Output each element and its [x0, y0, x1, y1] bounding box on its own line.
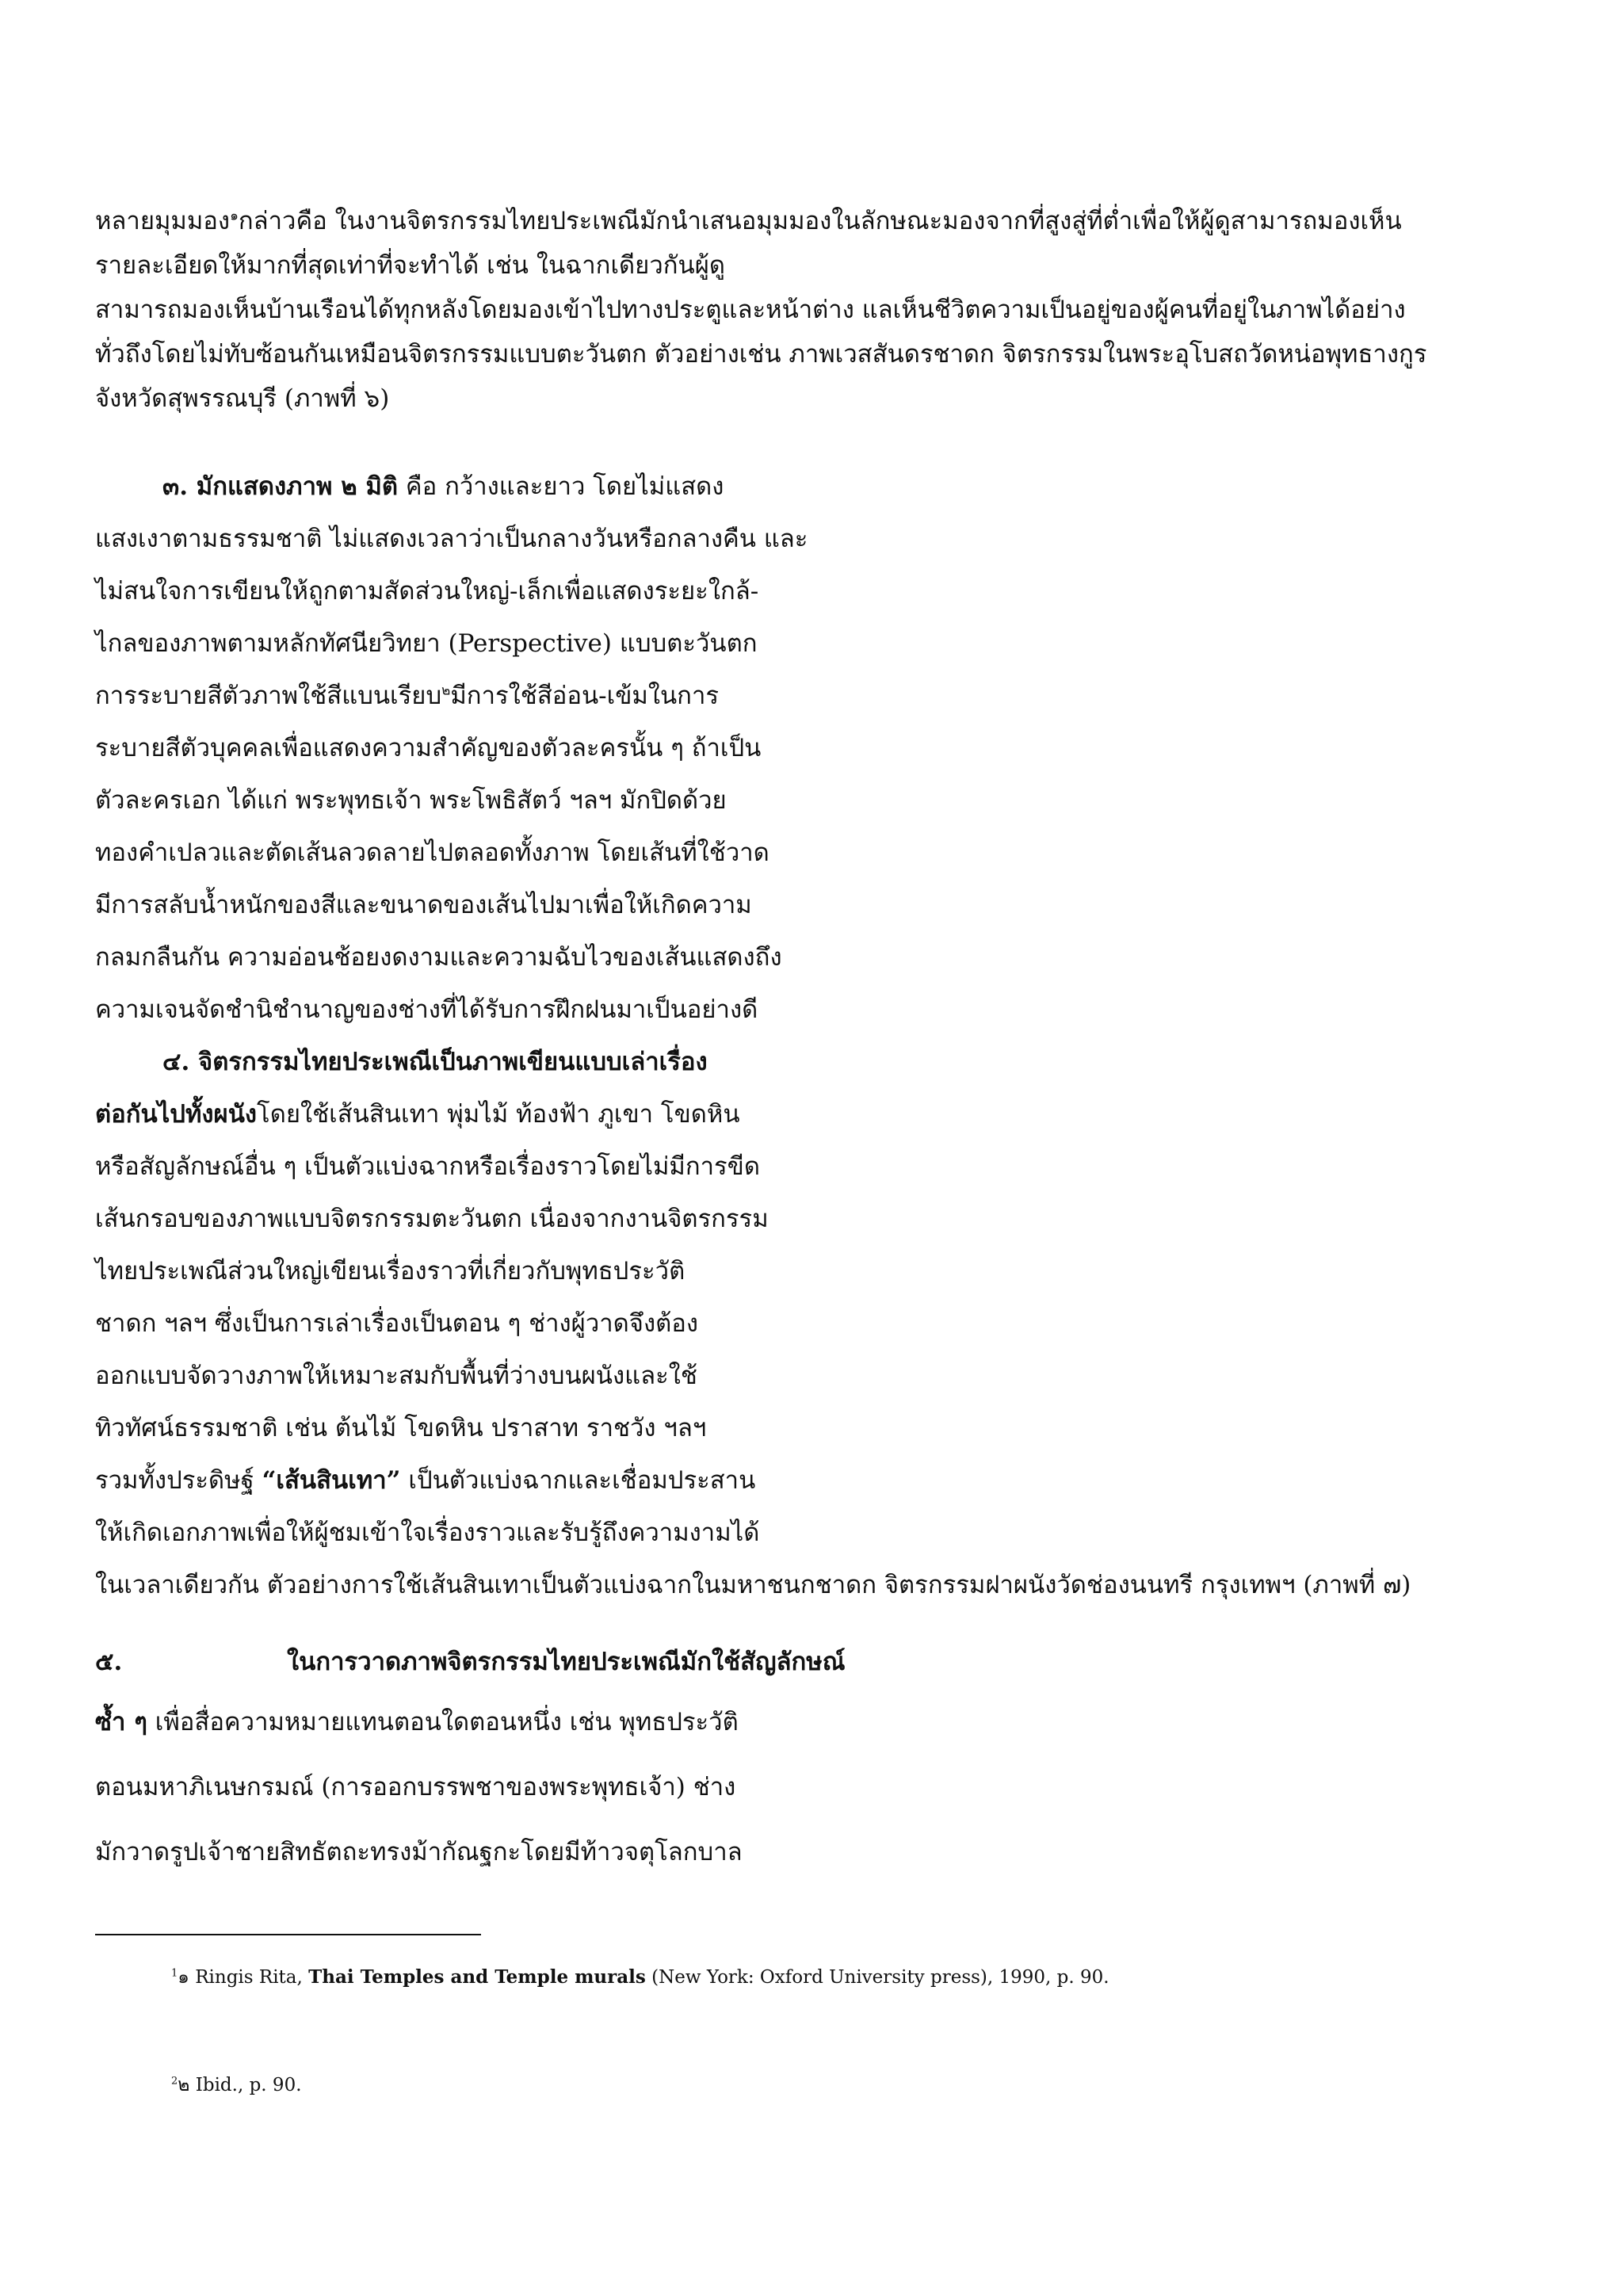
- body-line: สามารถมองเห็นบ้านเรือนได้ทุกหลังโดยมองเข้าไปทางประตูและหน้าต่าง แลเห็นชีวิตความเป็นอยู่ของผู้คนที่อยู่ในภาพได้อย่าง: [95, 296, 1406, 324]
- body-line: ทองคำเปลวและตัดเส้นลวดลายไปตลอดทั้งภาพ โดยเส้นที่ใช้วาด: [95, 839, 769, 867]
- body-line: รวมทั้งประดิษฐ์ “เส้นสินเทา” เป็นตัวแบ่งฉากและเชื่อมประสาน: [95, 1466, 756, 1495]
- section-4-heading: ๔. จิตรกรรมไทยประเพณีเป็นภาพเขียนแบบเล่าเรื่อง: [162, 1048, 708, 1076]
- body-line: ทิวทัศน์ธรรมชาติ เช่น ต้นไม้ โขดหิน ปราสาท ราชวัง ฯลฯ: [95, 1414, 707, 1442]
- footnote-ref[interactable]: ๑: [230, 208, 239, 224]
- body-line: เส้นกรอบของภาพแบบจิตรกรรมตะวันตก เนื่องจากงานจิตรกรรม: [95, 1205, 769, 1233]
- body-line: รายละเอียดให้มากที่สุดเท่าที่จะทำได้ เช่น ในฉากเดียวกันผู้ดู: [95, 251, 726, 280]
- body-line: หลายมุมมอง$^๑$กล่าวคือ ในงานจิตรกรรมไทยประเพณีมักนำเสนอมุมมองในลักษณะมองจากที่สูงสู่ที่ต่ำเพื่อให้ผู้ดูสามารถมองเห็น: [95, 207, 1402, 235]
- section-5-heading: ในการวาดภาพจิตรกรรมไทยประเพณีมักใช้สัญลักษณ์: [287, 1648, 846, 1676]
- body-line: ชาดก ฯลฯ ซึ่งเป็นการเล่าเรื่องเป็นตอน ๆ ช่างผู้วาดจึงต้อง: [95, 1309, 698, 1338]
- body-line: ให้เกิดเอกภาพเพื่อให้ผู้ชมเข้าใจเรื่องราวและรับรู้ถึงความงามได้: [95, 1519, 760, 1547]
- body-line: การระบายสีตัวภาพใช้สีแบนเรียบ$^๒$มีการใช้สีอ่อน-เข้มในการ: [95, 682, 720, 710]
- body-line: ไทยประเพณีส่วนใหญ่เขียนเรื่องราวที่เกี่ยวกับพุทธประวัติ: [95, 1257, 685, 1286]
- footnote-2: $^2$๒ Ibid., p. 90.: [171, 2075, 302, 2095]
- body-line: หรือสัญลักษณ์อื่น ๆ เป็นตัวแบ่งฉากหรือเรื่องราวโดยไม่มีการขีด: [95, 1152, 760, 1181]
- body-line: ระบายสีตัวบุคคลเพื่อแสดงความสำคัญของตัวละครนั้น ๆ ถ้าเป็น: [95, 734, 762, 762]
- body-line: ตอนมหาภิเนษกรมณ์ (การออกบรรพชาของพระพุทธเจ้า) ช่าง: [95, 1773, 736, 1801]
- body-line: กลมกลืนกัน ความอ่อนช้อยงดงามและความฉับไวของเส้นแสดงถึง: [95, 943, 782, 972]
- body-line: ในเวลาเดียวกัน ตัวอย่างการใช้เส้นสินเทาเป็นตัวแบ่งฉากในมหาชนกชาดก จิตรกรรมฝาผนังวัดช่องนนทรี กรุงเทพฯ (ภาพที่ ๗): [95, 1571, 1411, 1599]
- body-line: ความเจนจัดชำนิชำนาญของช่างที่ได้รับการฝึกฝนมาเป็นอย่างดี: [95, 995, 758, 1024]
- section-3-heading: ๓. มักแสดงภาพ ๒ มิติ: [162, 472, 399, 501]
- body-line: จังหวัดสุพรรณบุรี (ภาพที่ ๖): [95, 384, 390, 413]
- body-line: ตัวละครเอก ได้แก่ พระพุทธเจ้า พระโพธิสัตว์ ฯลฯ มักปิดด้วย: [95, 786, 727, 815]
- section-5-number: ๕.: [95, 1648, 123, 1676]
- body-line: ออกแบบจัดวางภาพให้เหมาะสมกับพื้นที่ว่างบนผนังและใช้: [95, 1362, 697, 1390]
- body-line: ทั่วถึงโดยไม่ทับซ้อนกันเหมือนจิตรกรรมแบบตะวันตก ตัวอย่างเช่น ภาพเวสสันดรชาดก จิตรกรรมในพระอุโบสถวัดหน่อพุทธางกูร: [95, 340, 1427, 369]
- body-line: ต่อกันไปทั้งผนังโดยใช้เส้นสินเทา พุ่มไม้ ท้องฟ้า ภูเขา โขดหิน: [95, 1100, 740, 1129]
- footnote-ref[interactable]: ๒: [441, 682, 451, 699]
- section-3-heading-line: ๓. มักแสดงภาพ ๒ มิติ คือ กว้างและยาว โดยไม่แสดง: [162, 472, 724, 501]
- body-line: ไม่สนใจการเขียนให้ถูกตามสัดส่วนใหญ่-เล็กเพื่อแสดงระยะใกล้-: [95, 577, 759, 606]
- body-line: มีการสลับน้ำหนักของสีและขนาดของเส้นไปมาเพื่อให้เกิดความ: [95, 891, 752, 919]
- body-line: มักวาดรูปเจ้าชายสิทธัตถะทรงม้ากัณฐกะโดยมีท้าวจตุโลกบาล: [95, 1838, 743, 1866]
- body-line: ไกลของภาพตามหลักทัศนียวิทยา (Perspective) แบบตะวันตก: [95, 629, 758, 658]
- footnote-book-title: Thai Temples and Temple murals: [308, 1966, 646, 1988]
- footnote-1: $^1$๑ Ringis Rita, Thai Temples and Temple murals (New York: Oxford University press), 1990, p. 90.: [171, 1966, 1109, 1988]
- body-line: ซ้ำ ๆ เพื่อสื่อความหมายแทนตอนใดตอนหนึ่ง เช่น พุทธประวัติ: [95, 1708, 739, 1736]
- footnote-separator: [95, 1934, 481, 1935]
- body-line: แสงเงาตามธรรมชาติ ไม่แสดงเวลาว่าเป็นกลางวันหรือกลางคืน และ: [95, 525, 808, 553]
- section-4-heading-line: [162, 1046, 708, 1078]
